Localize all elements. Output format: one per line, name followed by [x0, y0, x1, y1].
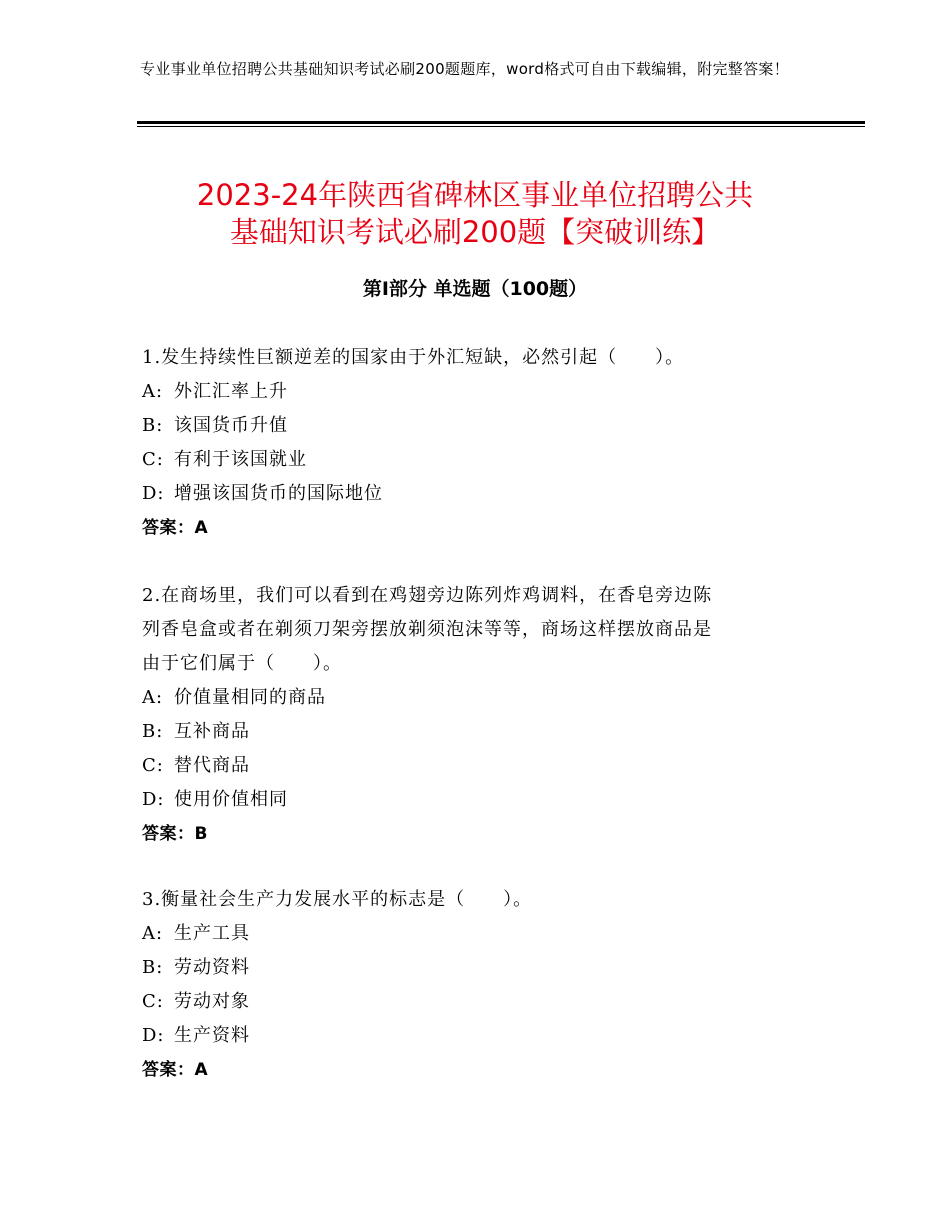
option-text: 该国货币升值 [174, 415, 288, 436]
question-stem-line-3: 由于它们属于（ ）。 [142, 653, 342, 674]
option-text: 劳动对象 [174, 991, 250, 1012]
option-key: A: [142, 923, 164, 944]
option-key: D: [142, 483, 165, 504]
question-stem-line-2: 列香皂盒或者在剃须刀架旁摆放剃须泡沫等等，商场这样摆放商品是 [142, 619, 712, 640]
option-text: 生产工具 [174, 923, 250, 944]
document-title [120, 177, 830, 251]
option-a [142, 917, 802, 951]
option-b [142, 409, 802, 443]
option-key: A: [142, 687, 164, 708]
document-title-line-1: 2023-24年陕西省碑林区事业单位招聘公共 [196, 178, 754, 213]
option-key: C: [142, 449, 164, 470]
question-3 [142, 883, 802, 1087]
option-d [142, 783, 802, 817]
option-text: 外汇汇率上升 [174, 381, 288, 402]
option-text: 价值量相同的商品 [174, 687, 326, 708]
option-text: 替代商品 [174, 755, 250, 776]
question-2 [142, 579, 802, 851]
option-key: B: [142, 721, 164, 742]
option-c [142, 749, 802, 783]
question-list [142, 341, 802, 1087]
option-b [142, 951, 802, 985]
header-divider-thick [137, 121, 865, 124]
question-stem-line-1: 2.在商场里，我们可以看到在鸡翅旁边陈列炸鸡调料，在香皂旁边陈 [142, 585, 713, 606]
option-d [142, 1019, 802, 1053]
option-text: 互补商品 [174, 721, 250, 742]
header-note: 专业事业单位招聘公共基础知识考试必刷200题题库，word格式可自由下载编辑，附完整答案！ [140, 60, 790, 78]
answer-line: 答案：A [142, 1060, 209, 1080]
question-stem: 1.发生持续性巨额逆差的国家由于外汇短缺，必然引起（ ）。 [142, 347, 685, 368]
option-a [142, 681, 802, 715]
question-stem: 3.衡量社会生产力发展水平的标志是（ ）。 [142, 889, 533, 910]
option-b [142, 715, 802, 749]
option-key: B: [142, 957, 164, 978]
answer-line: 答案：A [142, 518, 209, 538]
section-heading: 第Ⅰ部分 单选题（100题） [362, 278, 588, 300]
question-1 [142, 341, 802, 545]
option-text: 有利于该国就业 [174, 449, 307, 470]
option-key: A: [142, 381, 164, 402]
option-text: 增强该国货币的国际地位 [174, 483, 383, 504]
option-text: 劳动资料 [174, 957, 250, 978]
option-key: D: [142, 1025, 165, 1046]
option-c [142, 985, 802, 1019]
option-key: D: [142, 789, 165, 810]
option-a [142, 375, 802, 409]
answer-line: 答案：B [142, 824, 208, 844]
option-d [142, 477, 802, 511]
option-text: 生产资料 [174, 1025, 250, 1046]
header-divider-thin [137, 126, 865, 127]
option-key: C: [142, 991, 164, 1012]
option-key: B: [142, 415, 164, 436]
option-key: C: [142, 755, 164, 776]
document-title-line-2: 基础知识考试必刷200题【突破训练】 [229, 215, 721, 250]
option-text: 使用价值相同 [174, 789, 288, 810]
option-c [142, 443, 802, 477]
